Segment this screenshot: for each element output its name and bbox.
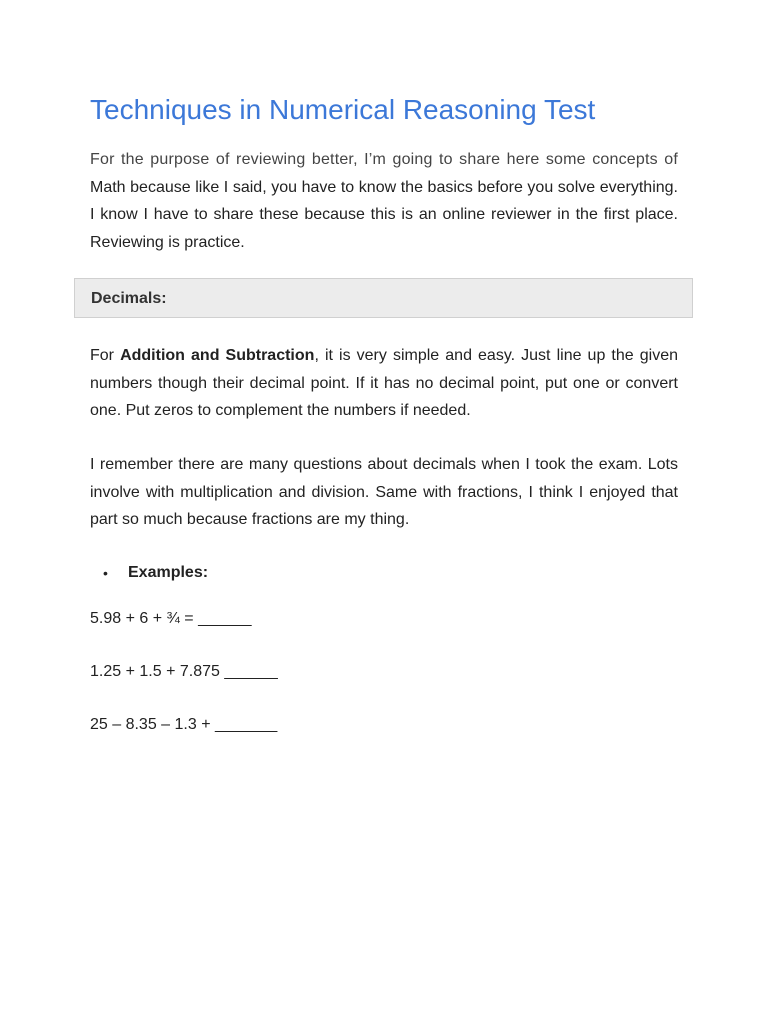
examples-label: Examples: [128, 564, 209, 581]
bullet-dot-icon: • [103, 565, 108, 581]
intro-rest: Math because like I said, you have to know the basics before you solve everything. I know I have to share these because this is an online reviewer in the first place. Reviewing is practice. [90, 178, 678, 251]
example-line: 25 – 8.35 – 1.3 + _______ [90, 716, 278, 733]
paragraph-bold-term: Addition and Subtraction [120, 347, 315, 364]
decimals-exam-paragraph: I remember there are many questions about decimals when I took the exam. Lots involve with multiplication and division. Same with fractions, I think I enjoyed that part so much because fractions are my thing. [90, 456, 678, 528]
addition-subtraction-paragraph [90, 342, 678, 425]
paragraph-rest: , it is very simple and easy. Just line up the given numbers though their decimal point. If it has no decimal point, put one or convert one. Put zeros to complement the numbers if needed. [90, 347, 678, 419]
example-line: 1.25 + 1.5 + 7.875 ______ [90, 663, 278, 680]
paragraph-lead: For [90, 347, 121, 364]
intro-first-line: For the purpose of reviewing better, I’m going to share here some concepts of [90, 151, 678, 168]
intro-paragraph [90, 146, 678, 256]
section-header-box [74, 278, 693, 318]
page-title: Techniques in Numerical Reasoning Test [90, 94, 596, 125]
section-title: Decimals: [91, 290, 167, 307]
example-line: 5.98 + 6 + ¾ = ______ [90, 610, 252, 627]
